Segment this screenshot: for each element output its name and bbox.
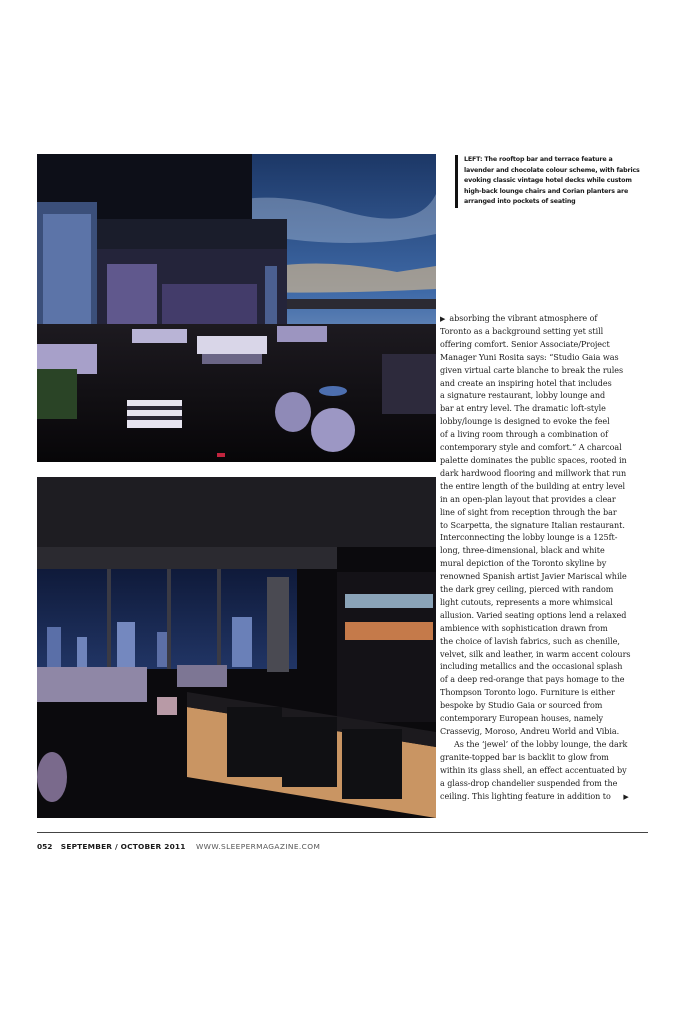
continued-arrow-icon: ▶ xyxy=(440,315,446,323)
text-line: including metallics and the occasional splash xyxy=(440,662,623,672)
paragraph-1 xyxy=(440,313,640,739)
lobby-bar-photo xyxy=(37,477,436,818)
text-line: bespoke by Studio Gaia or sourced from xyxy=(440,701,603,711)
text-line: the entire length of the building at entry level xyxy=(440,481,626,491)
page-number: 052 xyxy=(37,842,53,851)
text-line: Toronto as a background setting yet still xyxy=(440,326,604,336)
text-line: the choice of lavish fabrics, such as chenille, xyxy=(440,636,620,646)
text-line: ceiling. This lighting feature in addition to xyxy=(440,791,611,801)
text-line: absorbing the vibrant atmosphere of xyxy=(449,314,598,323)
text-line: velvet, silk and leather, in warm accent colours xyxy=(440,649,631,659)
continue-arrow-icon: ▶ xyxy=(623,792,629,801)
text-line: of a deep red-orange that pays homage to the xyxy=(440,675,625,685)
rooftop-terrace-photo xyxy=(37,154,436,462)
text-line: and create an inspiring hotel that includes xyxy=(440,378,612,388)
text-line: Crassevig, Moroso, Andreu World and Vibia. xyxy=(440,727,620,736)
text-line: As the ‘jewel’ of the lobby lounge, the dark xyxy=(454,739,628,749)
text-line: in an open-plan layout that provides a clear xyxy=(440,494,616,504)
text-line: granite-topped bar is backlit to glow from xyxy=(440,752,609,762)
text-line: bar at entry level. The dramatic loft-style xyxy=(440,404,606,414)
photo-caption xyxy=(455,155,644,208)
issue-date: SEPTEMBER / OCTOBER 2011 xyxy=(60,842,186,851)
text-line: line of sight from reception through the bar xyxy=(440,507,617,517)
text-line: mural depiction of the Toronto skyline by xyxy=(440,559,607,569)
text-line: Interconnecting the lobby lounge is a 125ft- xyxy=(440,533,618,543)
page-footer xyxy=(37,842,320,851)
text-line: of a living room through a combination of xyxy=(440,430,609,440)
text-line: dark hardwood flooring and millwork that run xyxy=(440,468,627,478)
text-line: a glass-drop chandelier suspended from the xyxy=(440,778,618,788)
text-line: renowned Spanish artist Javier Mariscal while xyxy=(440,572,627,582)
footer-rule xyxy=(37,832,648,833)
text-line: Manager Yuni Rosita says: “Studio Gaia was xyxy=(440,352,619,362)
text-line: Thompson Toronto logo. Furniture is either xyxy=(440,688,615,698)
text-line: light cutouts, represents a more whimsical xyxy=(440,597,613,607)
text-line: allusion. Varied seating options lend a relaxed xyxy=(440,610,627,620)
text-line: contemporary European houses, namely xyxy=(440,714,603,724)
caption-text: The rooftop bar and terrace feature a lavender and chocolate colour scheme, with fabrics evoking classic vintage hotel decks while custom high-back lounge chairs and Corian planters are arranged into pockets of seating xyxy=(464,156,640,206)
text-line: contemporary style and comfort.” A charcoal xyxy=(440,443,622,453)
text-line: the dark grey ceiling, pierced with random xyxy=(440,585,614,595)
text-line: palette dominates the public spaces, rooted in xyxy=(440,455,627,465)
text-line: lobby/lounge is designed to evoke the feel xyxy=(440,417,610,427)
text-line: within its glass shell, an effect accentuated by xyxy=(440,765,627,775)
magazine-url: WWW.SLEEPERMAGAZINE.COM xyxy=(195,842,321,851)
text-line: offering comfort. Senior Associate/Project xyxy=(440,339,610,349)
text-line: long, three-dimensional, black and white xyxy=(440,546,605,556)
caption-label: LEFT: xyxy=(464,156,483,163)
paragraph-2 xyxy=(440,739,640,804)
article-body xyxy=(440,313,640,803)
text-line: a signature restaurant, lobby lounge and xyxy=(440,391,606,401)
text-line: to Scarpetta, the signature Italian restaurant. xyxy=(440,520,625,530)
text-line: given virtual carte blanche to break the rules xyxy=(440,365,624,375)
text-line: ambience with sophistication drawn from xyxy=(440,623,608,633)
